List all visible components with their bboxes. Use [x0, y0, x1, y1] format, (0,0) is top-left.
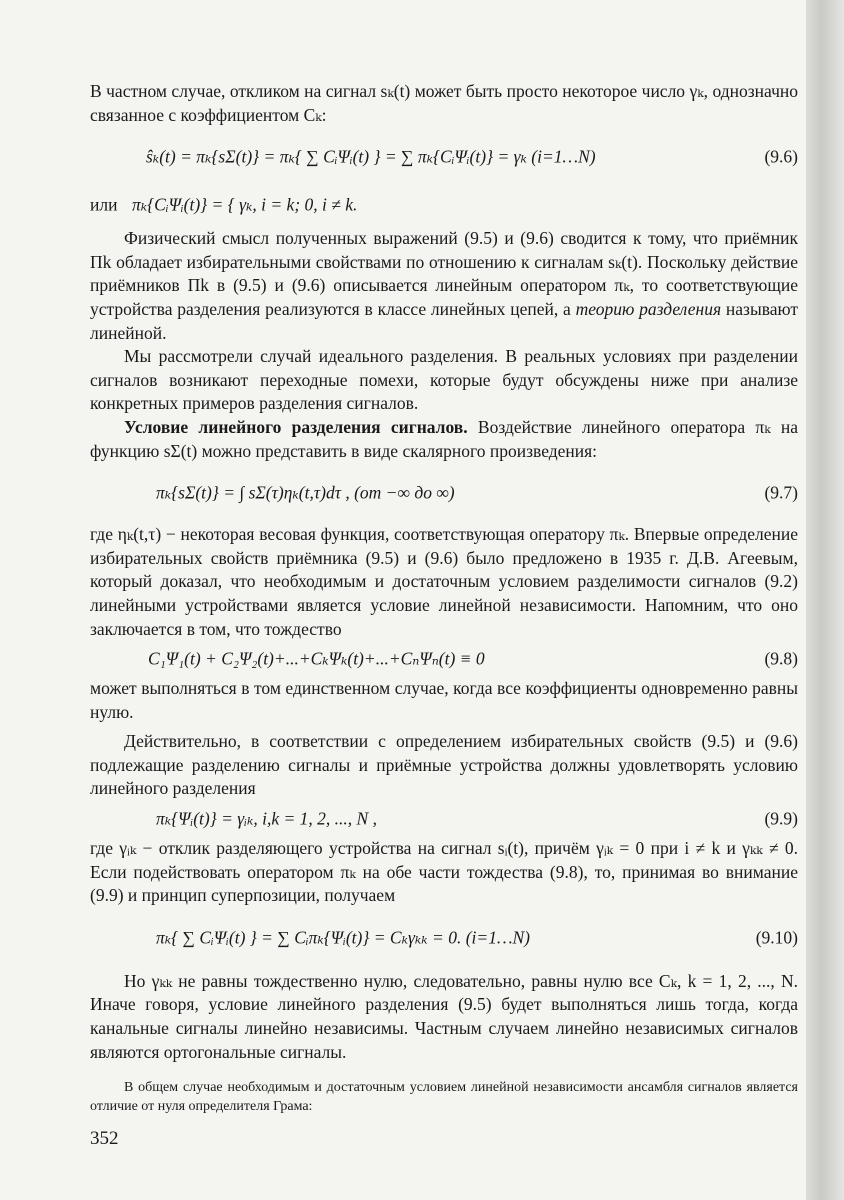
equation-9-6b: [90, 187, 798, 223]
page-content: [90, 80, 798, 1116]
equation-9-10: [90, 912, 798, 964]
paragraph-4-text: Воздействие линейного оператора πₖ на функцию sΣ(t) можно представить в виде скалярного произведения:: [90, 416, 798, 461]
page-edge: [806, 0, 844, 1200]
equation-9-7: [90, 467, 798, 519]
paragraph-2-italic: теорию разделения: [575, 298, 722, 319]
equation-9-6-formula: ŝₖ(t) = πₖ{sΣ(t)} = πₖ{ ∑ CᵢΨᵢ(t) } = ∑ πₖ{CᵢΨᵢ(t)} = γₖ (i=1…N): [146, 146, 596, 167]
paragraph-6: может выполняться в том единственном случае, когда все коэффициенты одновременно равны нулю.: [90, 678, 798, 722]
section-heading: Условие линейного разделения сигналов.: [124, 416, 468, 437]
paragraph-7: Действительно, в соответствии с определением избирательных свойств (9.5) и (9.6) подлежащие разделению сигналы и приёмные устройства должны удовлетворять условию линейного разделения: [90, 731, 798, 799]
paragraph-2: [90, 227, 798, 345]
equation-9-8-number: (9.8): [764, 648, 798, 669]
equation-9-7-formula: πₖ{sΣ(t)} = ∫ sΣ(τ)ηₖ(t,τ)dτ , (от −∞ до ∞): [156, 482, 455, 503]
equation-9-8-formula: C₁Ψ₁(t) + C₂Ψ₂(t)+...+CₖΨₖ(t)+...+CₙΨₙ(t) ≡ 0: [148, 648, 485, 669]
paragraph-1: В частном случае, откликом на сигнал sₖ(t) может быть просто некоторое число γₖ, однозначно связанное с коэффициентом Cₖ:: [90, 81, 798, 125]
paragraph-8: где γᵢₖ − отклик разделяющего устройства на сигнал sᵢ(t), причём γᵢₖ = 0 при i ≠ k и γₖₖ ≠ 0. Если подействовать оператором πₖ на обе части тождества (9.8), то, принимая во внимание (9.9) и принцип суперпозиции, получаем: [90, 838, 798, 906]
equation-9-7-number: (9.7): [764, 482, 798, 503]
paragraph-4: [90, 416, 798, 463]
equation-9-10-formula: πₖ{ ∑ CᵢΨᵢ(t) } = ∑ Cᵢπₖ{Ψᵢ(t)} = Cₖγₖₖ = 0. (i=1…N): [156, 927, 531, 948]
paragraph-2-end: называют линейной.: [90, 298, 798, 343]
equation-9-9-formula: πₖ{Ψᵢ(t)} = γᵢₖ, i,k = 1, 2, ..., N ,: [156, 808, 377, 829]
equation-9-8: [90, 645, 798, 673]
equation-9-10-number: (9.10): [755, 927, 798, 948]
page-number: 352: [90, 1128, 119, 1149]
equation-9-9: [90, 805, 798, 833]
footnote: В общем случае необходимым и достаточным условием линейной независимости ансамбля сигналов является отличие от нуля определителя Грама:: [90, 1080, 798, 1115]
equation-9-6b-formula: πₖ{CᵢΨᵢ(t)} = { γₖ, i = k; 0, i ≠ k.: [132, 194, 358, 215]
equation-9-6: [90, 131, 798, 183]
paragraph-3: Мы рассмотрели случай идеального разделения. В реальных условиях при разделении сигналов возникают переходные помехи, которые будут обсуждены ниже при анализе конкретных примеров разделения сигналов.: [90, 346, 798, 414]
equation-9-6b-prefix: или: [90, 194, 118, 215]
paragraph-2-text: Физический смысл полученных выражений (9.5) и (9.6) сводится к тому, что приёмник Пk обладает избирательными свойствами по отношению к сигналам sₖ(t). Поскольку действие приёмников Пk в (9.5) и (9.6) описывается линейным оператором πₖ, то соответствующие устройства разделения реализуются в классе линейных цепей, а: [90, 228, 798, 319]
equation-9-6-number: (9.6): [764, 146, 798, 167]
paragraph-9: Но γₖₖ не равны тождественно нулю, следовательно, равны нулю все Cₖ, k = 1, 2, ..., N. Иначе говоря, условие линейного разделения (9.5) будет выполняться лишь тогда, когда канальные сигналы линейно независимы. Частным случаем линейно независимых сигналов являются ортогональные сигналы.: [90, 970, 798, 1062]
equation-9-9-number: (9.9): [764, 808, 798, 829]
paragraph-5: где ηₖ(t,τ) − некоторая весовая функция, соответствующая оператору πₖ. Впервые определение избирательных свойств приёмника (9.5) и (9.6) было предложено в 1935 г. Д.В. Агеевым, который доказал, что необходимым и достаточным условием разделимости сигналов (9.2) линейными устройствами является условие линейной независимости. Напомним, что оно заключается в том, что тождество: [90, 524, 798, 639]
